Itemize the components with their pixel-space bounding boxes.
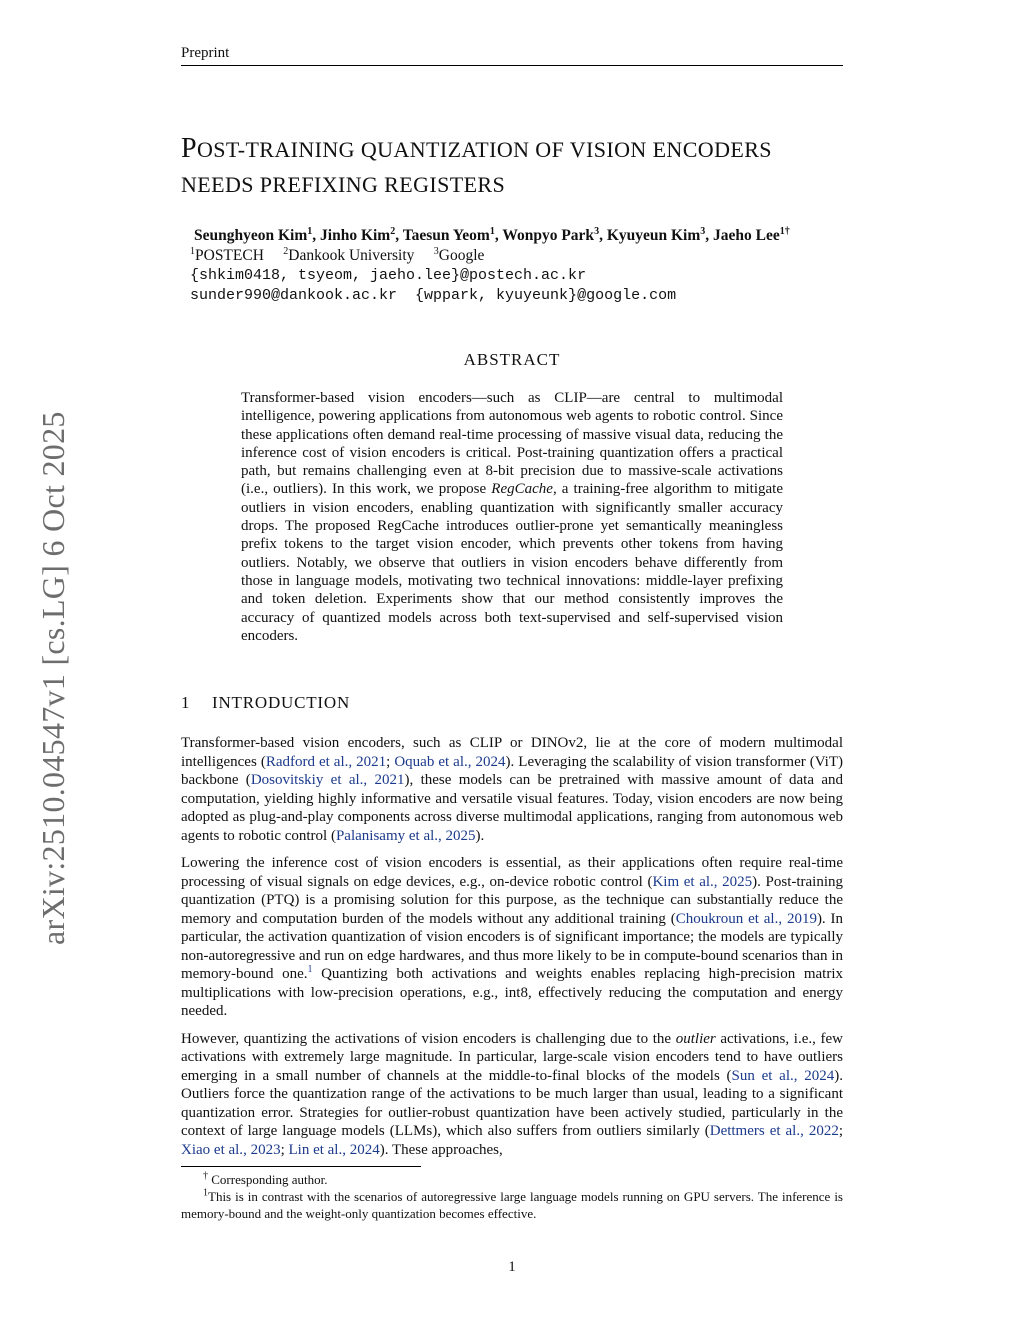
citation-link[interactable]: Dosovitskiy et al., 2021: [250, 772, 405, 788]
text-run: ), these models can be pretrained with massive amount of data and computation, yielding highly informative and versatile visual features. Today, vision encoders are now being adopted as plug-and-play components across diverse multimodal applications, ranging from autonomous web agents to robotic control (: [181, 772, 844, 844]
page-number: 1: [508, 1259, 516, 1275]
abstract-body: [241, 389, 783, 645]
affiliation-google: Google: [438, 247, 485, 264]
text-run: ).: [475, 827, 485, 844]
text-run: Quantizing both activations and weights enables replacing high-precision matrix multiplications with low-precision operations, e.g., int8, effectively reducing the computation and energy needed.: [181, 966, 844, 1019]
author-name: Kyuyeun Kim: [606, 227, 701, 244]
title-line-2: NEEDS PREFIXING REGISTERS: [181, 172, 506, 197]
author-name: Wonpyo Park: [502, 227, 595, 244]
footnote-corresponding: [181, 1171, 843, 1188]
text-run: Lowering the inference cost of vision encoders is essential, as their applications often require real-time processing of visual signals on edge devices, e.g., on-device robotic control (: [181, 855, 843, 890]
footnotes: [181, 1171, 843, 1222]
affiliation-mark: 1: [489, 225, 495, 237]
author-block: [190, 225, 854, 306]
footnote-text: This is in contrast with the scenarios of autoregressive large language models running on GPU servers. The inference is memory-bound and the weight-only quantization becomes effective.: [181, 1189, 843, 1221]
running-header: [181, 44, 843, 66]
footnote-marker-link[interactable]: 1: [307, 964, 313, 975]
affiliation-mark: 1: [307, 225, 313, 237]
abstract-text: , a training-free algorithm to mitigate outliers in vision encoders, enabling quantization with significantly smaller accuracy drops. The proposed RegCache introduces outlier-prone yet semantically meaningless prefix tokens to the target vision encoder, which prevents other tokens from having outliers. Notably, we observe that outliers in vision encoders behave differently from those in language models, motivating two technical innovations: middle-layer prefixing and token deletion. Experiments show that our method consistently improves the accuracy of quantized models across both text-supervised and self-supervised vision encoders.: [241, 481, 783, 644]
footnote-text: Corresponding author.: [208, 1172, 328, 1187]
affiliation-dankook: Dankook University: [288, 247, 415, 264]
text-run: However, quantizing the activations of vision encoders is challenging due to the: [181, 1030, 676, 1047]
title-line-1: OST-TRAINING QUANTIZATION OF VISION ENCODERS: [196, 137, 772, 162]
citation-link[interactable]: Radford et al., 2021: [265, 753, 387, 770]
text-run: ). Leveraging the scalability of vision transformer (ViT) backbone (: [181, 753, 844, 788]
author-name: Jinho Kim: [320, 227, 391, 244]
citation-link[interactable]: Oquab et al., 2024: [394, 753, 506, 770]
text-run: ;: [386, 753, 395, 770]
text-run: ). These approaches,: [379, 1141, 503, 1158]
email-line-1: {shkim0418, tsyeom, jaeho.lee}@postech.ac.kr: [190, 267, 587, 284]
title-initial-cap: P: [181, 133, 197, 164]
author-name: Jaeho Lee: [713, 227, 780, 244]
citation-link[interactable]: Kim et al., 2025: [652, 873, 753, 890]
affiliation-postech: POSTECH: [195, 247, 264, 264]
header-label: Preprint: [181, 44, 843, 66]
text-run: Transformer-based vision encoders, such as CLIP or DINOv2, lie at the core of modern multimodal intelligences (: [181, 735, 843, 770]
footnote-1: [181, 1188, 843, 1222]
text-run: ;: [838, 1123, 844, 1139]
citation-link[interactable]: Palanisamy et al., 2025: [335, 827, 476, 844]
paragraph-2: [181, 854, 843, 1021]
dagger-mark: †: [203, 1170, 208, 1182]
section-heading-introduction: [181, 693, 350, 713]
citation-link[interactable]: Xiao et al., 2023: [181, 1141, 281, 1158]
author-name: Seunghyeon Kim: [194, 227, 308, 244]
section-title: INTRODUCTION: [212, 693, 351, 712]
citation-link[interactable]: Sun et al., 2024: [731, 1067, 835, 1084]
paper-title: [181, 131, 861, 202]
affiliation-mark: 1†: [779, 225, 790, 237]
affiliation-mark: 1: [190, 245, 195, 257]
footnote-number: 1: [203, 1187, 208, 1199]
method-name: RegCache: [491, 481, 553, 498]
citation-link[interactable]: Lin et al., 2024: [288, 1141, 380, 1158]
affiliation-mark: 3: [594, 225, 600, 237]
introduction-body: [181, 734, 843, 1168]
abstract-text: Transformer-based vision encoders—such as CLIP—are central to multimodal intelligence, powering applications from autonomous web agents to robotic control. Since these applications often demand real-time processing of massive visual data, reducing the inference cost of vision encoders is critical. Post-training quantization offers a practical path, but remains challenging even at 8-bit precision due to massive-scale activations (i.e., outliers). In this work, we propose: [241, 390, 783, 498]
author-name: Taesun Yeom: [402, 227, 490, 244]
affiliation-line: [190, 246, 854, 266]
text-run: activations, i.e., few activations with extremely large magnitude. In particular, large-scale vision encoders tend to have outliers emerging in a small number of channels at the middle-to-final blocks of the models (: [181, 1030, 843, 1084]
paragraph-1: [181, 734, 843, 845]
arxiv-identifier-stamp: arXiv:2510.04547v1 [cs.LG] 6 Oct 2025: [35, 411, 71, 945]
section-number: 1: [181, 693, 191, 712]
footnote-divider: [181, 1166, 421, 1167]
citation-link[interactable]: Choukroun et al., 2019: [675, 910, 817, 927]
abstract-heading: ABSTRACT: [463, 350, 561, 369]
affiliation-mark: 2: [390, 225, 396, 237]
affiliation-mark: 2: [283, 245, 289, 257]
text-run: ). Outliers force the quantization range of the activations to be much larger than usual, leading to a significant quantization error. Strategies for outlier-robust quantization have been actively studied, particularly in the context of large language models (LLMs), which also suffers from outliers similarly (: [181, 1067, 843, 1139]
email-line-2: sunder990@dankook.ac.kr {wppark, kyuyeunk}@google.com: [190, 287, 677, 304]
text-run: ). Post-training quantization (PTQ) is a promising solution for this purpose, as the technique can substantially reduce the memory and computation burden of the models without any additional training (: [181, 873, 844, 927]
text-run: ). In particular, the activation quantization of vision encoders is of significant importance; the models are typically non-autoregressive and run on edge hardwares, and thus more likely to be in compute-bound scenarios than in memory-bound one.: [181, 910, 844, 982]
author-list: Seunghyeon Kim$^1$, Jinho Kim$^2$, Taesun Yeom$^1$, Wonpyo Park$^3$, Kyuyeun Kim$^3$, Jaeho Lee$^{1\dagger}$: [194, 225, 790, 244]
emphasis: outlier: [675, 1030, 716, 1047]
affiliation-mark: 3: [700, 225, 706, 237]
affiliation-mark: 3: [433, 245, 439, 257]
citation-link[interactable]: Dettmers et al., 2022: [709, 1123, 839, 1139]
paragraph-3: [181, 1030, 843, 1160]
text-run: ;: [280, 1141, 289, 1158]
